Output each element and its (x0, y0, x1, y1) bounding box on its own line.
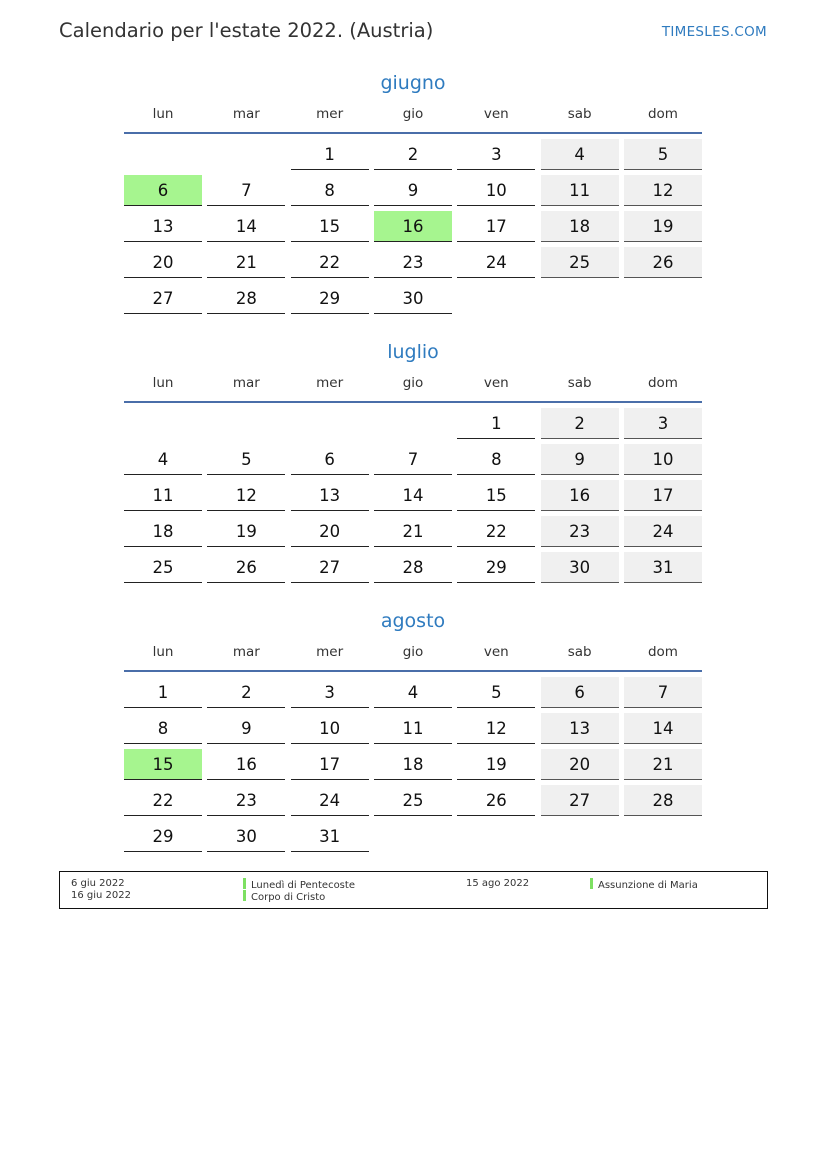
weekday-label: lun (152, 644, 174, 660)
week-row (124, 713, 702, 744)
weekday-label: ven (483, 106, 509, 122)
day-cell: 6 (291, 444, 369, 475)
day-cell: 13 (291, 480, 369, 511)
holiday-legend (59, 871, 768, 909)
empty-day-cell (291, 408, 369, 439)
weekday-label: gio (402, 375, 424, 391)
weekday-header-row (124, 105, 702, 123)
day-cell: 16 (541, 480, 619, 511)
empty-day-cell (124, 408, 202, 439)
day-cell: 18 (541, 211, 619, 242)
day-cell: 1 (124, 677, 202, 708)
weekday-label: sab (567, 644, 592, 660)
day-cell: 26 (457, 785, 535, 816)
legend-holiday-name (243, 878, 355, 890)
empty-day-cell (207, 408, 285, 439)
day-cell: 26 (624, 247, 702, 278)
day-cell: 25 (541, 247, 619, 278)
day-cell: 12 (207, 480, 285, 511)
day-cell: 13 (541, 713, 619, 744)
day-cell: 4 (374, 677, 452, 708)
week-row (124, 480, 702, 511)
week-row (124, 175, 702, 206)
day-cell: 31 (624, 552, 702, 583)
day-cell: 5 (624, 139, 702, 170)
day-cell: 27 (291, 552, 369, 583)
day-cell: 5 (457, 677, 535, 708)
day-cell: 8 (457, 444, 535, 475)
day-cell: 17 (291, 749, 369, 780)
day-cell: 3 (457, 139, 535, 170)
legend-holiday-name (243, 890, 355, 902)
day-cell: 15 (124, 749, 202, 780)
weekday-label: mar (232, 375, 260, 391)
weekday-label: mer (316, 106, 344, 122)
weekday-label: mar (232, 106, 260, 122)
empty-day-cell (374, 408, 452, 439)
day-cell: 24 (291, 785, 369, 816)
day-cell: 18 (374, 749, 452, 780)
day-cell: 7 (624, 677, 702, 708)
day-cell: 12 (457, 713, 535, 744)
day-cell: 30 (541, 552, 619, 583)
day-cell: 17 (457, 211, 535, 242)
weekday-label: ven (483, 644, 509, 660)
day-cell: 3 (291, 677, 369, 708)
week-row (124, 211, 702, 242)
weekday-label: ven (483, 375, 509, 391)
day-cell: 31 (291, 821, 369, 852)
month-agosto (124, 609, 702, 857)
day-cell: 25 (124, 552, 202, 583)
day-cell: 23 (541, 516, 619, 547)
weekday-header-row (124, 374, 702, 392)
week-row (124, 677, 702, 708)
empty-day-cell (457, 821, 535, 852)
day-cell: 9 (541, 444, 619, 475)
day-cell: 23 (207, 785, 285, 816)
day-cell: 27 (541, 785, 619, 816)
weekday-label: sab (567, 375, 592, 391)
weekday-label: mer (316, 375, 344, 391)
legend-holiday-name (590, 878, 698, 890)
weekday-label: gio (402, 644, 424, 660)
day-cell: 16 (374, 211, 452, 242)
empty-day-cell (124, 139, 202, 170)
day-cell: 10 (457, 175, 535, 206)
weekday-label: gio (402, 106, 424, 122)
legend-holiday-label: Assunzione di Maria (598, 880, 698, 891)
legend-date: 16 giu 2022 (71, 890, 131, 901)
day-cell: 19 (207, 516, 285, 547)
holiday-color-marker (590, 878, 593, 889)
day-cell: 27 (124, 283, 202, 314)
day-cell: 11 (124, 480, 202, 511)
day-cell: 13 (124, 211, 202, 242)
day-cell: 1 (291, 139, 369, 170)
weekday-label: lun (152, 375, 174, 391)
day-cell: 24 (624, 516, 702, 547)
day-cell: 30 (374, 283, 452, 314)
day-cell: 14 (374, 480, 452, 511)
week-row (124, 785, 702, 816)
day-cell: 2 (374, 139, 452, 170)
page-title: Calendario per l'estate 2022. (Austria) (59, 19, 434, 42)
day-cell: 24 (457, 247, 535, 278)
legend-date: 6 giu 2022 (71, 878, 125, 889)
day-cell: 6 (541, 677, 619, 708)
header-divider (124, 401, 702, 403)
week-grid (124, 139, 702, 314)
empty-day-cell (624, 283, 702, 314)
weekday-header-row (124, 643, 702, 661)
day-cell: 20 (124, 247, 202, 278)
legend-holiday-label: Lunedì di Pentecoste (251, 880, 355, 891)
holiday-color-marker (243, 878, 246, 889)
week-row (124, 247, 702, 278)
week-row (124, 516, 702, 547)
day-cell: 22 (291, 247, 369, 278)
day-cell: 21 (374, 516, 452, 547)
day-cell: 29 (457, 552, 535, 583)
day-cell: 7 (374, 444, 452, 475)
day-cell: 8 (291, 175, 369, 206)
day-cell: 9 (374, 175, 452, 206)
day-cell: 11 (541, 175, 619, 206)
day-cell: 14 (624, 713, 702, 744)
header-divider (124, 670, 702, 672)
day-cell: 29 (291, 283, 369, 314)
day-cell: 10 (291, 713, 369, 744)
weekday-label: dom (647, 375, 678, 391)
day-cell: 2 (207, 677, 285, 708)
legend-date: 15 ago 2022 (466, 878, 530, 889)
month-luglio (124, 340, 702, 588)
week-row (124, 139, 702, 170)
weekday-label: mer (316, 644, 344, 660)
day-cell: 25 (374, 785, 452, 816)
day-cell: 19 (624, 211, 702, 242)
day-cell: 14 (207, 211, 285, 242)
week-row (124, 821, 702, 852)
day-cell: 4 (124, 444, 202, 475)
day-cell: 17 (624, 480, 702, 511)
day-cell: 15 (291, 211, 369, 242)
week-row (124, 444, 702, 475)
empty-day-cell (374, 821, 452, 852)
empty-day-cell (541, 283, 619, 314)
day-cell: 5 (207, 444, 285, 475)
month-title: giugno (380, 72, 446, 94)
week-row (124, 552, 702, 583)
empty-day-cell (541, 821, 619, 852)
legend-names-right (590, 878, 698, 890)
weekday-label: dom (647, 106, 678, 122)
week-row (124, 283, 702, 314)
day-cell: 22 (457, 516, 535, 547)
header-divider (124, 132, 702, 134)
empty-day-cell (207, 139, 285, 170)
month-title: agosto (380, 610, 446, 632)
day-cell: 23 (374, 247, 452, 278)
month-giugno (124, 71, 702, 319)
day-cell: 26 (207, 552, 285, 583)
day-cell: 10 (624, 444, 702, 475)
day-cell: 18 (124, 516, 202, 547)
day-cell: 15 (457, 480, 535, 511)
legend-names-left (243, 878, 355, 902)
day-cell: 22 (124, 785, 202, 816)
week-grid (124, 677, 702, 852)
holiday-color-marker (243, 890, 246, 901)
day-cell: 21 (207, 247, 285, 278)
day-cell: 28 (374, 552, 452, 583)
day-cell: 6 (124, 175, 202, 206)
day-cell: 20 (291, 516, 369, 547)
day-cell: 7 (207, 175, 285, 206)
legend-dates-right (466, 878, 529, 890)
day-cell: 30 (207, 821, 285, 852)
day-cell: 28 (207, 283, 285, 314)
day-cell: 3 (624, 408, 702, 439)
day-cell: 2 (541, 408, 619, 439)
day-cell: 11 (374, 713, 452, 744)
weekday-label: dom (647, 644, 678, 660)
month-title: luglio (387, 341, 439, 363)
brand-logo[interactable]: TIMESLES.COM (661, 24, 767, 40)
week-row (124, 408, 702, 439)
day-cell: 28 (624, 785, 702, 816)
weekday-label: sab (567, 106, 592, 122)
day-cell: 9 (207, 713, 285, 744)
legend-dates-left (71, 878, 131, 902)
day-cell: 1 (457, 408, 535, 439)
day-cell: 4 (541, 139, 619, 170)
day-cell: 19 (457, 749, 535, 780)
week-row (124, 749, 702, 780)
weekday-label: mar (232, 644, 260, 660)
day-cell: 20 (541, 749, 619, 780)
empty-day-cell (624, 821, 702, 852)
legend-holiday-label: Corpo di Cristo (251, 892, 326, 903)
week-grid (124, 408, 702, 583)
day-cell: 21 (624, 749, 702, 780)
day-cell: 16 (207, 749, 285, 780)
weekday-label: lun (152, 106, 174, 122)
empty-day-cell (457, 283, 535, 314)
day-cell: 8 (124, 713, 202, 744)
day-cell: 12 (624, 175, 702, 206)
day-cell: 29 (124, 821, 202, 852)
